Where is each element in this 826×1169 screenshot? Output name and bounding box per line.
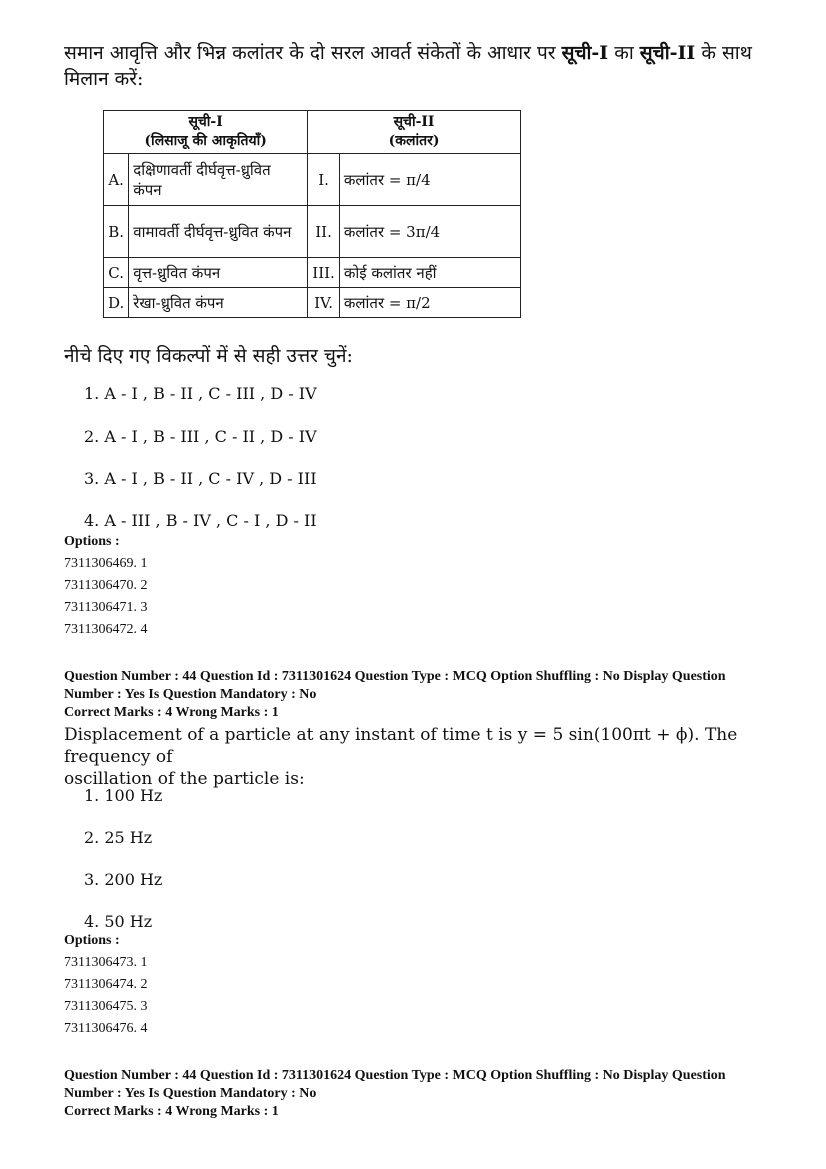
row-roman: I.: [308, 154, 340, 206]
marks-line: Correct Marks : 4 Wrong Marks : 1: [64, 1104, 279, 1119]
choice-1: 1. 100 Hz: [84, 786, 163, 805]
row-label: A.: [104, 154, 129, 206]
stem-line1: Displacement of a particle at any instant of time t is y = 5 sin(100πt + ϕ). The frequency of: [64, 725, 738, 767]
option-id: 7311306475. 3: [64, 999, 148, 1014]
match-table: [103, 110, 521, 318]
list1-title: सूची-I: [188, 114, 223, 130]
question-header: [64, 1067, 764, 1121]
list1-item: वामावर्ती दीर्घवृत्त-ध्रुवित कंपन: [129, 206, 308, 258]
option-id: 7311306476. 4: [64, 1021, 148, 1036]
list2-item: कलांतर = π/4: [339, 154, 520, 206]
instruction-text: नीचे दिए गए विकल्पों में से सही उत्तर चुनें:: [64, 345, 353, 367]
option-id: 7311306473. 1: [64, 955, 148, 970]
choice-3: 3. A - I , B - II , C - IV , D - III: [84, 469, 317, 488]
options-label: Options :: [64, 933, 120, 948]
question-header-line2: Number : Yes Is Question Mandatory : No: [64, 687, 317, 702]
table-row: [104, 206, 521, 258]
list1-subtitle: (लिसाजू की आकृतियाँ): [144, 133, 267, 149]
question-header: [64, 668, 764, 722]
list2-title: सूची-II: [393, 114, 435, 130]
intro-post: के साथ मिलान करें:: [64, 42, 752, 90]
row-roman: IV.: [308, 288, 340, 318]
choice-4: 4. 50 Hz: [84, 912, 153, 931]
row-roman: III.: [308, 258, 340, 288]
table-row: [104, 154, 521, 206]
choice-3: 3. 200 Hz: [84, 870, 163, 889]
list1-item: रेखा-ध्रुवित कंपन: [129, 288, 308, 318]
option-id: 7311306470. 2: [64, 578, 148, 593]
list2-ref: सूची-II: [639, 42, 696, 64]
list2-item: कोई कलांतर नहीं: [339, 258, 520, 288]
intro-text: समान आवृत्ति और भिन्न कलांतर के दो सरल आवर्त संकेतों के आधार पर: [64, 42, 562, 64]
list1-header: [104, 111, 308, 154]
list2-item: कलांतर = π/2: [339, 288, 520, 318]
table-row: [104, 258, 521, 288]
marks-line: Correct Marks : 4 Wrong Marks : 1: [64, 705, 279, 720]
row-label: D.: [104, 288, 129, 318]
question-stem-hindi: [64, 40, 764, 92]
row-label: C.: [104, 258, 129, 288]
list1-ref: सूची-I: [561, 42, 609, 64]
options-label: Options :: [64, 534, 120, 549]
question-header-line2: Number : Yes Is Question Mandatory : No: [64, 1086, 317, 1101]
table-row: [104, 288, 521, 318]
choice-2: 2. A - I , B - III , C - II , D - IV: [84, 427, 317, 446]
list2-subtitle: (कलांतर): [388, 133, 440, 149]
question-header-line1: Question Number : 44 Question Id : 7311301624 Question Type : MCQ Option Shuffling : No Display Question: [64, 1068, 726, 1083]
list2-item: कलांतर = 3π/4: [339, 206, 520, 258]
choice-4: 4. A - III , B - IV , C - I , D - II: [84, 511, 317, 530]
list1-item: वृत्त-ध्रुवित कंपन: [129, 258, 308, 288]
option-id: 7311306471. 3: [64, 600, 148, 615]
option-id: 7311306474. 2: [64, 977, 148, 992]
option-id: 7311306472. 4: [64, 622, 148, 637]
choice-1: 1. A - I , B - II , C - III , D - IV: [84, 384, 317, 403]
list2-header: [308, 111, 521, 154]
table-header-row: [104, 111, 521, 154]
stem-line2: oscillation of the particle is:: [64, 769, 305, 789]
intro-mid: का: [608, 42, 640, 64]
row-label: B.: [104, 206, 129, 258]
question-header-line1: Question Number : 44 Question Id : 7311301624 Question Type : MCQ Option Shuffling : No Display Question: [64, 669, 726, 684]
list1-item: दक्षिणावर्ती दीर्घवृत्त-ध्रुवित कंपन: [129, 154, 308, 206]
row-roman: II.: [308, 206, 340, 258]
choice-2: 2. 25 Hz: [84, 828, 153, 847]
question-stem: [64, 724, 764, 790]
option-id: 7311306469. 1: [64, 556, 148, 571]
